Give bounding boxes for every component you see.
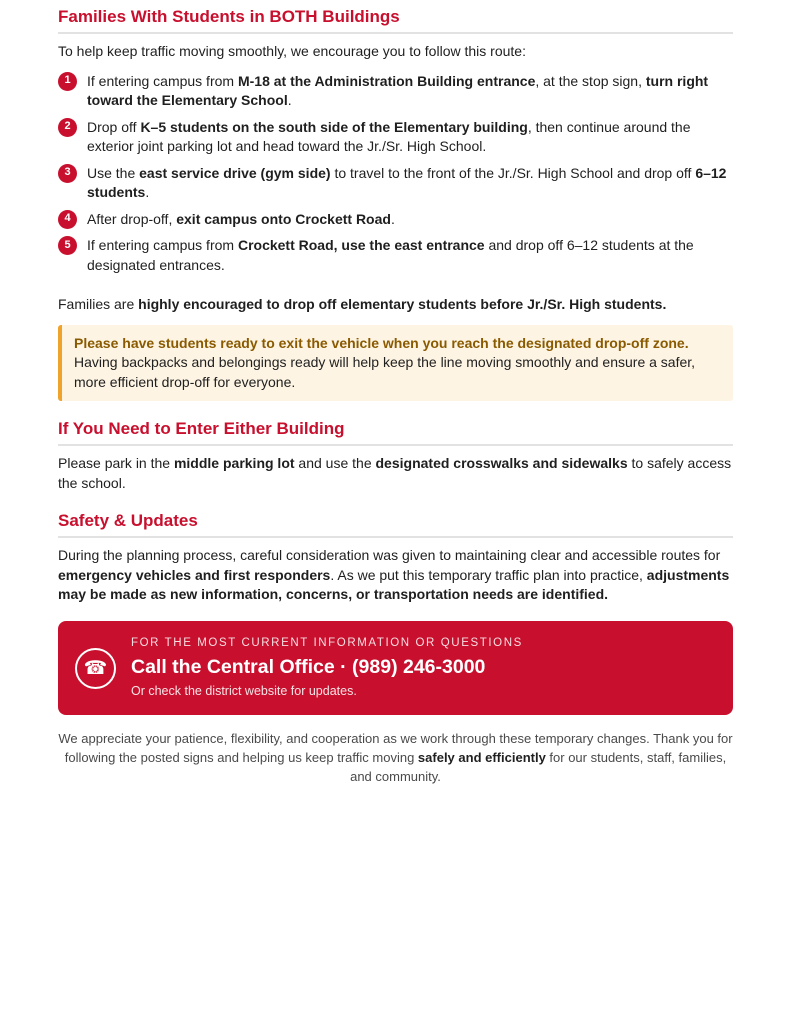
closing-bold-text: safely and efficiently	[417, 749, 546, 765]
step-number-badge: 5	[58, 236, 77, 255]
step-text: .	[145, 184, 150, 200]
route-step-4	[58, 210, 733, 230]
contact-phone-line: Call the Central Office · (989) 246-3000	[131, 655, 486, 678]
section-heading-both-buildings: Families With Students in BOTH Buildings	[58, 0, 733, 34]
route-steps	[58, 72, 733, 276]
section-heading-safety: Safety & Updates	[58, 511, 733, 538]
step-bold-text: turn right toward the Elementary School	[87, 72, 709, 108]
route-step-1	[58, 72, 733, 111]
contact-subtext: Or check the district website for updates.	[131, 683, 357, 698]
step-text: Use the	[87, 164, 140, 181]
closing-text: for our students, staff, families, and community.	[350, 749, 727, 784]
para-text: . As we put this temporary traffic plan into practice,	[330, 566, 647, 583]
step-number-badge: 2	[58, 118, 77, 137]
route-step-5	[58, 236, 733, 275]
step-number-badge: 1	[58, 72, 77, 91]
step-text: After drop-off,	[87, 210, 177, 227]
step-bold-text: east service drive (gym side)	[139, 164, 331, 181]
note-bold-text: highly encouraged to drop off elementary students before Jr./Sr. High students.	[138, 296, 667, 312]
safety-paragraph	[58, 546, 733, 605]
step-text: , then continue around the exterior joint parking lot and head toward the Jr./Sr. High School.	[87, 118, 691, 154]
para-text: and use the	[294, 455, 376, 471]
route-step-2	[58, 118, 733, 157]
para-bold-text: emergency vehicles and first responders	[58, 566, 331, 583]
route-intro: To help keep traffic moving smoothly, we encourage you to follow this route:	[58, 43, 526, 59]
step-text: to travel to the front of the Jr./Sr. High School and drop off	[330, 164, 696, 181]
step-text: and drop off 6–12 students at the designated entrances.	[87, 237, 694, 273]
para-bold-text: designated crosswalks and sidewalks	[375, 455, 628, 471]
step-number-badge: 3	[58, 164, 77, 183]
callout-body: Having backpacks and belongings ready will help keep the line moving smoothly and ensure a safer, more efficient drop-off for everyone.	[74, 354, 696, 390]
closing-message	[58, 729, 733, 786]
callout-title: Please have students ready to exit the vehicle when you reach the designated drop-off zone.	[74, 334, 689, 351]
step-bold-text: K–5 students on the south side of the Elementary building	[140, 118, 528, 135]
step-text: Drop off	[87, 118, 141, 135]
step-number-badge: 4	[58, 210, 77, 229]
para-bold-text: middle parking lot	[173, 455, 295, 471]
para-bold-text: adjustments may be made as new information, concerns, or transportation needs are identified.	[58, 566, 730, 602]
step-text: , at the stop sign,	[535, 72, 646, 89]
step-bold-text: exit campus onto Crockett Road	[176, 210, 391, 227]
contact-banner	[58, 621, 733, 715]
phone-icon: ☎	[75, 648, 116, 689]
para-text: Please park in the	[58, 455, 174, 471]
step-text: .	[287, 92, 292, 108]
closing-text: We appreciate your patience, flexibility, and cooperation as we work through these temporary changes. Thank you for following the posted signs and helping us keep traffic moving	[58, 730, 733, 765]
parking-instructions	[58, 454, 733, 493]
para-text: to safely access the school.	[58, 455, 732, 491]
route-step-3	[58, 164, 733, 203]
step-text: If entering campus from	[87, 237, 238, 253]
step-text: If entering campus from	[87, 72, 238, 89]
step-bold-text: 6–12 students	[87, 164, 727, 200]
step-text: .	[390, 210, 395, 227]
step-bold-text: Crockett Road, use the east entrance	[237, 237, 485, 253]
ready-to-exit-callout	[58, 325, 733, 402]
note-text: Families are	[58, 296, 139, 312]
drop-off-order-note	[58, 295, 733, 315]
contact-kicker: FOR THE MOST CURRENT INFORMATION OR QUESTIONS	[131, 636, 523, 649]
para-text: During the planning process, careful consideration was given to maintaining clear and accessible routes for	[58, 547, 721, 563]
section-heading-enter-building: If You Need to Enter Either Building	[58, 419, 733, 446]
step-bold-text: M-18 at the Administration Building entrance	[237, 72, 536, 89]
